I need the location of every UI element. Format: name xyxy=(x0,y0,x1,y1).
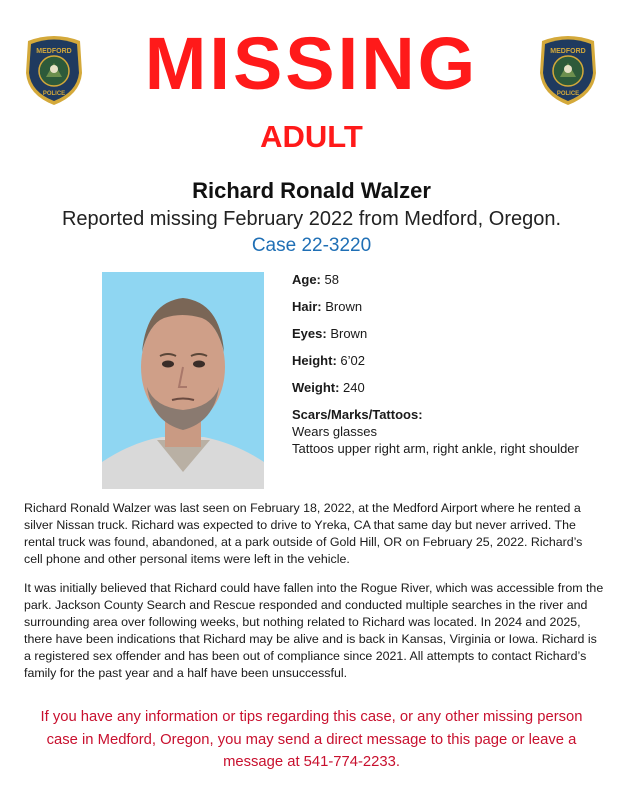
badge-top-text: MEDFORD xyxy=(550,48,586,55)
adult-subheadline: ADULT xyxy=(260,119,363,154)
badge-bottom-text: POLICE xyxy=(42,91,66,97)
height-label: Height: xyxy=(292,353,337,368)
hair-label: Hair: xyxy=(292,299,322,314)
description-paragraph-1: Richard Ronald Walzer was last seen on February 18, 2022, at the Medford Airport where he rented a silver Nissan truck. Richard was expected to drive to Yreka, CA that same day but never arrived. The rental truck was found, abandoned, at a park outside of Gold Hill, OR on February 25, 2022. Richard’s cell phone and other personal items were left in the vehicle. xyxy=(24,501,583,566)
scars-tattoos: Tattoos upper right arm, right ankle, right shoulder xyxy=(292,441,579,456)
detail-weight xyxy=(292,380,592,407)
hair-value: Brown xyxy=(325,299,363,314)
portrait-image xyxy=(102,272,264,489)
weight-value: 240 xyxy=(343,380,365,395)
detail-age xyxy=(292,272,592,299)
person-name: Richard Ronald Walzer xyxy=(192,178,431,203)
case-number: Case 22-3220 xyxy=(251,235,372,256)
missing-headline: MISSING xyxy=(144,22,479,105)
contact-call-to-action: If you have any information or tips regarding this case, or any other missing person case in Medford, Oregon, you may send a direct message to this page or leave a message at 541-774-2233. xyxy=(40,709,583,770)
detail-height xyxy=(292,353,592,380)
badge-bottom-text: POLICE xyxy=(556,91,580,97)
detail-hair xyxy=(292,299,592,326)
description-paragraph-2: It was initially believed that Richard could have fallen into the Rogue River, which was accessible from the park. Jackson County Search and Rescue responded and conducted multiple searches in the river and surrounding area over following weeks, but nothing related to Richard was located. In 2024 and 2025, there have been indications that Richard may be alive and is back in Kansas, Virginia or Iowa. Richard is a registered sex offender and has been out of compliance since 2021. All attempts to contact Richard’s family for the past year and a half have been unsuccessful. xyxy=(24,581,604,680)
physical-details xyxy=(292,272,592,457)
age-label: Age: xyxy=(292,272,321,287)
weight-label: Weight: xyxy=(292,380,340,395)
height-value: 6’02 xyxy=(340,353,365,368)
scars-label: Scars/Marks/Tattoos: xyxy=(292,407,423,422)
scars-glasses: Wears glasses xyxy=(292,424,378,439)
eyes-value: Brown xyxy=(330,326,368,341)
badge-top-text: MEDFORD xyxy=(36,48,72,55)
eyes-label: Eyes: xyxy=(292,326,327,341)
detail-eyes xyxy=(292,326,592,353)
age-value: 58 xyxy=(324,272,339,287)
reported-missing-line: Reported missing February 2022 from Medford, Oregon. xyxy=(61,208,562,230)
person-photo xyxy=(102,272,264,489)
